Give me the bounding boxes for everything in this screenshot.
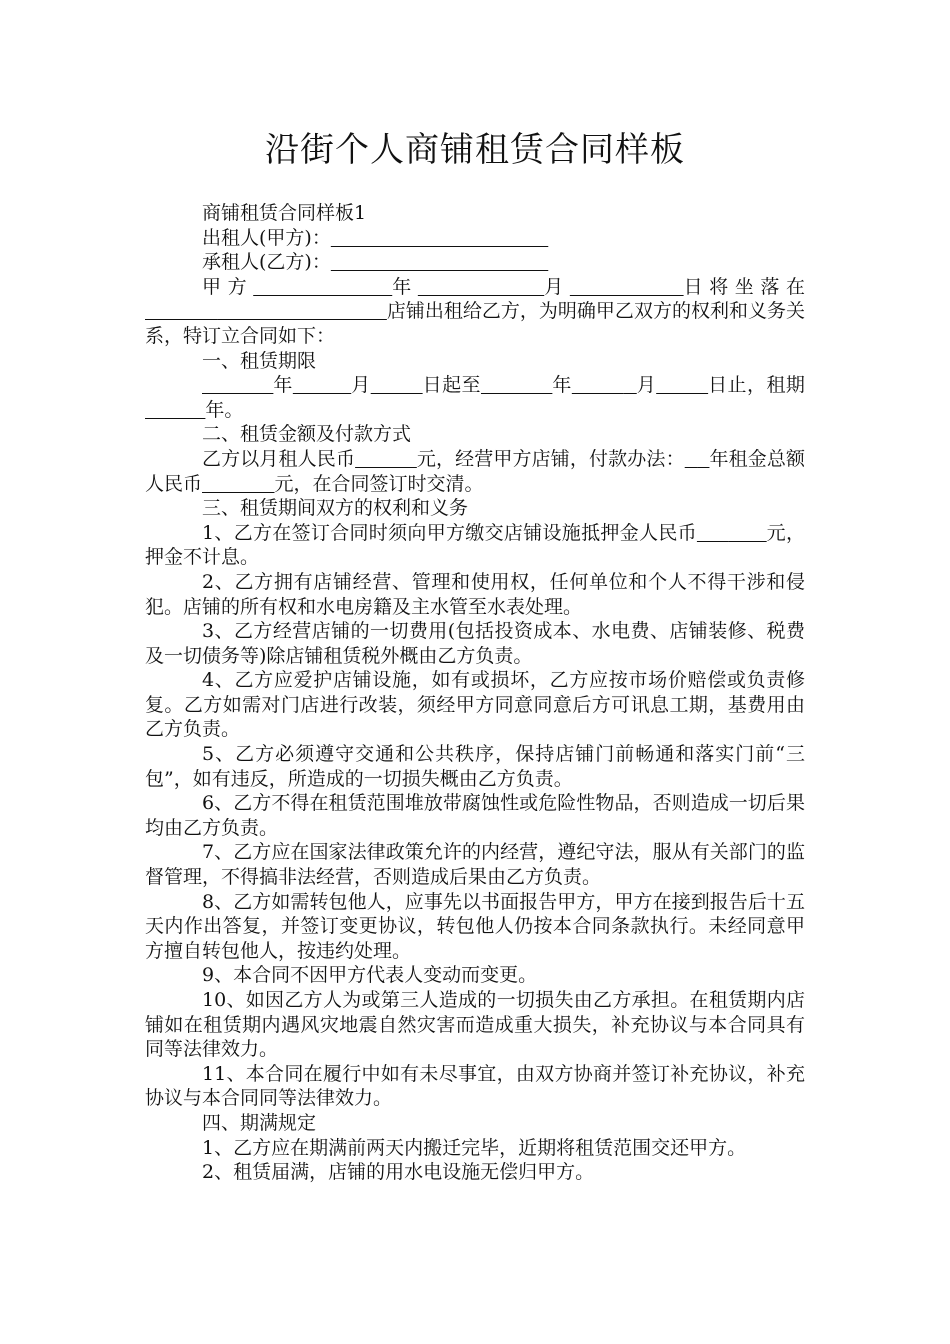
lessor-blank (331, 227, 548, 249)
section-3-heading: 三、租赁期间双方的权利和义务 (202, 497, 469, 520)
section-4-heading: 四、期满规定 (202, 1111, 317, 1134)
clause-3-2: 2、乙方拥有店铺经营、管理和使用权，任何单位和个人不得干涉和侵犯。店铺的所有权和水电房籍及主水管至水表处理。 (145, 570, 805, 618)
clause-3-10: 10、如因乙方人为或第三人造成的一切损失由乙方承担。在租赁期内店铺如在租赁期内遇风灾地震自然灾害而造成重大损失，补充协议与本合同具有同等法律效力。 (145, 989, 805, 1061)
section-2-heading: 二、租赁金额及付款方式 (202, 423, 412, 446)
clause-3-5: 5、乙方必须遵守交通和公共秩序，保持店铺门前畅通和落实门前“三包”，如有违反，所造成的一切损失概由乙方负责。 (145, 743, 805, 790)
subtitle: 商铺租赁合同样板1 (202, 202, 367, 224)
clause-3-3: 3、乙方经营店铺的一切费用(包括投资成本、水电费、店铺装修、税费及一切债务等)除店铺租赁税外概由乙方负责。 (145, 620, 805, 667)
clause-4-1: 1、乙方应在期满前两天内搬迁完毕，近期将租赁范围交还甲方。 (202, 1136, 747, 1159)
clause-3-7: 7、乙方应在国家法律政策允许的内经营，遵纪守法，服从有关部门的监督管理，不得搞非法经营，否则造成后果由乙方负责。 (145, 841, 805, 889)
lessee-blank (331, 251, 548, 273)
document-title: 沿街个人商铺租赁合同样板 (265, 130, 685, 170)
clause-3-6: 6、乙方不得在租赁范围堆放带腐蚀性或危险性物品，否则造成一切后果均由乙方负责。 (145, 792, 805, 839)
clause-3-11: 11、本合同在履行中如有未尽事宜，由双方协商并签订补充协议，补充协议与本合同同等法律效力。 (145, 1062, 805, 1110)
clause-3-8: 8、乙方如需转包他人，应事先以书面报告甲方，甲方在接到报告后十五天内作出答复，并签订变更协议，转包他人仍按本合同条款执行。未经同意甲方擅自转包他人，按违约处理。 (145, 890, 805, 962)
section-1-term: 年 月 日起至 年 月 日止，租期 年。 (205, 374, 805, 421)
section-1-heading: 一、租赁期限 (202, 349, 317, 372)
lessor-line: 出租人(甲方)： (145, 226, 805, 251)
contract-body (145, 201, 805, 1185)
opening-paragraph: 甲方 年 月 日将坐落在 店铺出租给乙方，为明确甲乙双方的权利和义务关系，特订立合同如下： (145, 275, 805, 347)
clause-3-9: 9、本合同不因甲方代表人变动而变更。 (202, 964, 538, 987)
lessee-line: 承租人(乙方)： (145, 250, 805, 275)
clause-3-4: 4、乙方应爱护店铺设施，如有或损坏，乙方应按市场价赔偿或负责修复。乙方如需对门店进行改装，须经甲方同意同意后方可讯息工期，基费用由乙方负责。 (145, 669, 805, 741)
clause-4-2: 2、租赁届满，店铺的用水电设施无偿归甲方。 (202, 1161, 595, 1184)
section-2-payment: 乙方以月租人民币 元，经营甲方店铺，付款办法： 年租金总额人民币 元，在合同签订时交清。 (145, 447, 805, 495)
clause-3-1: 1、乙方在签订合同时须向甲方缴交店铺设施抵押金人民币 元，押金不计息。 (145, 521, 805, 569)
